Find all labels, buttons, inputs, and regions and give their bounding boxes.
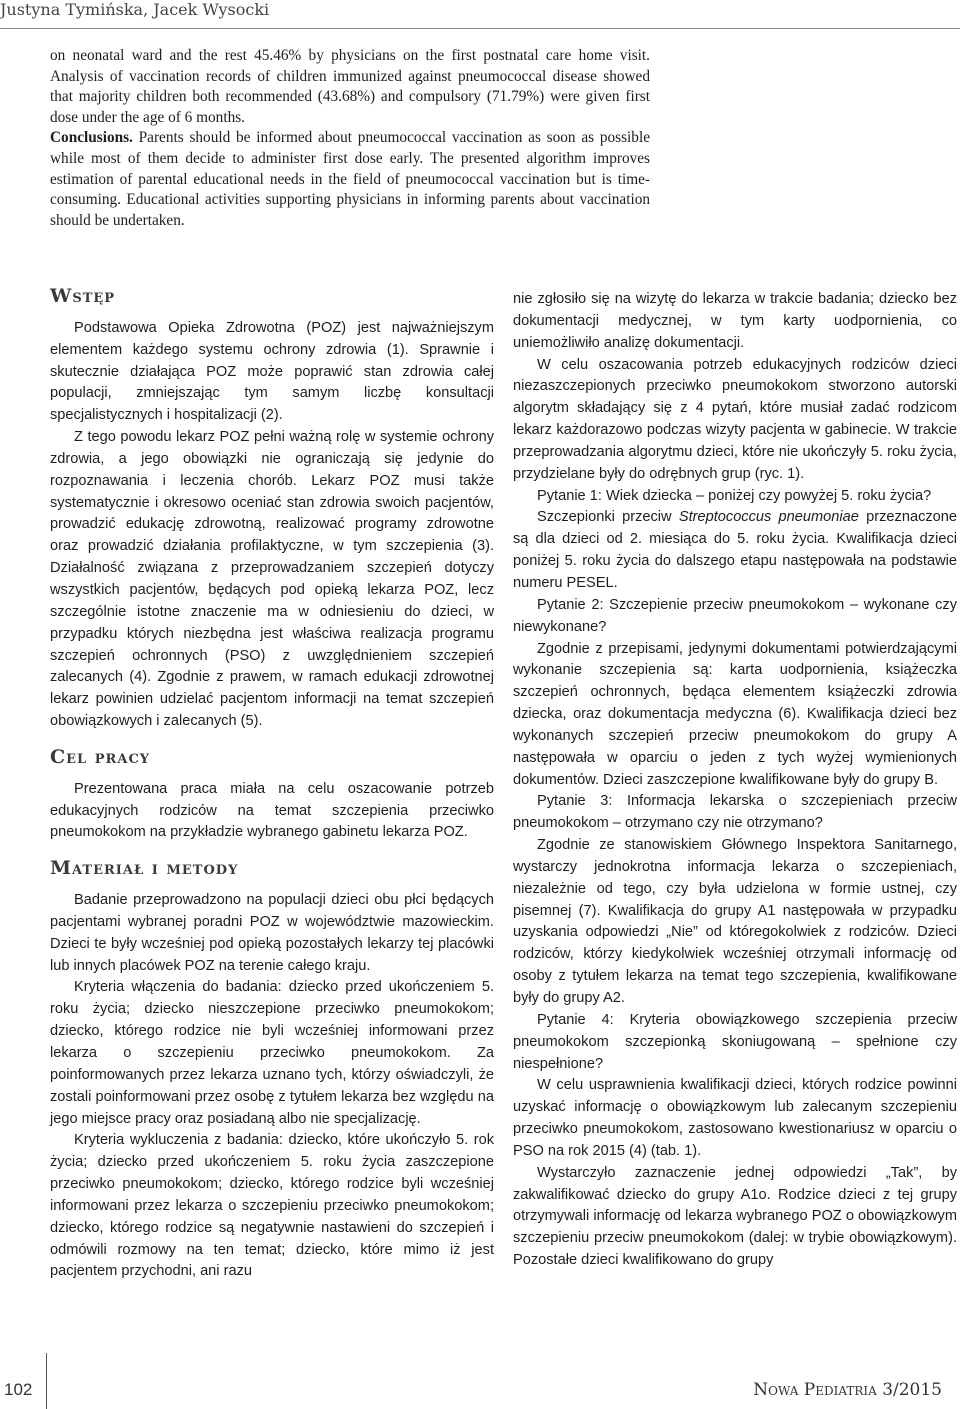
text-span: przeznaczone są dla dzieci od 2. miesiąca do 5. roku życia. Kwalifikacja dzieci poniżej 5. roku życia do dalszego etapu następowała na podstawie numeru PESEL.	[513, 509, 958, 591]
paragraph: Zgodnie ze stanowiskiem Głównego Inspektora Sanitarnego, wystarczy jednokrotna informacja lekarza o szczepieniach, niezależnie od tego, czy była udzielona w formie ustnej, czy pisemnej (7). Kwalifikacja do grupy A1 następowała w przypadku uzyskania odpowiedzi „Nie” od któregokolwiek z rodziców. Dzieci rodziców, którzy kiedykolwiek wcześniej otrzymali informację od osoby z tytułem lekarza na temat tego szczepienia, kwalifikowane były do grupy A2.	[513, 837, 957, 1006]
paragraph: Podstawowa Opieka Zdrowotna (POZ) jest najważniejszym elementem każdego systemu ochrony zdrowia (1). Sprawnie i skutecznie działająca POZ może poprawić stan zdrowia całej populacji, zmniejszając tym samym liczbę konsultacji specjalistycznych i hospitalizacji (2).	[50, 319, 494, 424]
text-span: Szczepionki przeciw	[537, 509, 679, 526]
paragraph	[513, 507, 957, 594]
abstract-paragraph	[50, 46, 650, 231]
journal-name: Nowa Pediatria 3/2015	[753, 1380, 942, 1400]
question-4: Pytanie 4: Kryteria obowiązkowego szczepienia przeciw pneumokokom szczepionką skoniugowaną – spełnione czy niespełnione?	[513, 1011, 957, 1072]
paragraph: Kryteria włączenia do badania: dziecko przed ukończeniem 5. roku życia; dziecko nieszczepione przeciwko pneumokokom; dziecko, którego rodzice nie byli wcześniej informowani przez lekarza o szczepieniu przeciwko pneumokokom. Za poinformowanych przez lekarza uznano tych, którzy oświadczyli, że zostali poinformowani przez osobę z tytułem lekarza bez względu na jego miejsce pracy oraz posiadaną albo nie specjalizację.	[50, 979, 494, 1127]
paragraph: Badanie przeprowadzono na populacji dzieci obu płci będących pacjentami wybranej poradni POZ w województwie mazowieckim. Dzieci te były wcześniej pod opieką pozostałych lekarzy tej placówki lub innych placówek POZ na terenie całego kraju.	[50, 892, 494, 974]
conclusions-text: Parents should be informed about pneumococcal vaccination as soon as possible while most of them decide to administer first dose early. The presented algorithm improves estimation of parental educational needs in the field of pneumococcal vaccination but is time-consuming. Educational activities supporting physicians in informing parents about vaccination should be undertaken.	[50, 129, 650, 229]
paragraph: W celu oszacowania potrzeb edukacyjnych rodziców dzieci niezaszczepionych przeciwko pneumokokom stworzono autorski algorytm składający się z 4 pytań, które musiał zadać rodzicom lekarz każdorazowo podczas wizyty pacjenta w gabinecie. W trakcie przeprowadzania algorytmu dzieci, które nie ukończyły 5. roku życia, przydzielane były do odrębnych grup (ryc. 1).	[513, 356, 957, 482]
section-heading-cel-pracy: Cel pracy	[50, 745, 151, 768]
question-2: Pytanie 2: Szczepienie przeciw pneumokokom – wykonane czy niewykonane?	[513, 596, 957, 635]
page-number: 102	[4, 1380, 33, 1399]
section-heading-material-i-metody: Materiał i metody	[50, 857, 239, 880]
paragraph: Prezentowana praca miała na celu oszacowanie potrzeb edukacyjnych rodziców na temat szczepienia przeciwko pneumokokom na przykładzie wybranego gabinetu lekarza POZ.	[50, 780, 494, 841]
paragraph: W celu usprawnienia kwalifikacji dzieci, których rodzice powinni uzyskać informację o obowiązkowym lub zalecanym szczepieniu przeciwko pneumokokom, zastosowano kwestionariusz w oparciu o PSO na rok 2015 (4) (tab. 1).	[513, 1077, 957, 1159]
right-column	[513, 289, 957, 1272]
abstract-continuation	[50, 46, 650, 231]
running-header-author: Justyna Tymińska, Jacek Wysocki	[0, 0, 270, 19]
footer-divider	[46, 1353, 47, 1409]
conclusions-label: Conclusions.	[50, 129, 133, 147]
species-name: Streptococcus pneumoniae	[678, 509, 859, 526]
abstract-results-text: on neonatal ward and the rest 45.46% by physicians on the first postnatal care home visit. Analysis of vaccination records of children immunized against pneumococcal disease showed that majority children both recommended (43.68%) and compulsory (71.79%) were given first dose under the age of 6 months.	[50, 47, 650, 126]
question-3: Pytanie 3: Informacja lekarska o szczepieniach przeciw pneumokokom – otrzymano czy nie otrzymano?	[513, 793, 957, 832]
paragraph: Zgodnie z przepisami, jedynymi dokumentami potwierdzającymi wykonanie szczepienia są: karta uodpornienia, książeczka szczepień ochronnych, będąca elementem książeczki zdrowia dziecka, oraz dokumentacja medyczna (6). Kwalifikacja dzieci bez wykonanych szczepień przeciw pneumokokom do grupy A następowała w oparciu o jeden z tych wyżej wymienionych dokumentów. Dzieci zaszczepione kwalifikowane były do grupy B.	[513, 640, 957, 788]
paragraph: Z tego powodu lekarz POZ pełni ważną rolę w systemie ochrony zdrowia, a jego obowiązki nie ograniczają się jedynie do rozpoznawania i leczenia chorób. Lekarz POZ musi także systematycznie i okresowo oceniać stan zdrowia swoich pacjentów, prowadzić edukację zdrowotną, realizować programy zdrowotne oraz prowadzić działania profilaktyczne, w tym szczepienia (3). Działalność związana z przeprowadzaniem szczepień dotyczy wszystkich pacjentów, będących pod opieką lekarza POZ, lecz szczególnie istotne znaczenie ma w odniesieniu do dzieci, w przypadku których niezbędna jest właściwa realizacja programu szczepień ochronnych (PSO) z uwzględnieniem szczepień zalecanych (4). Zgodnie z prawem, w ramach edukacji zdrowotnej lekarz powinien udzielać pacjentom informacji na temat szczepień obowiązkowych i zalecanych (5).	[50, 429, 494, 730]
left-column	[50, 286, 494, 1283]
paragraph: Wystarczyło zaznaczenie jednej odpowiedzi „Tak”, by zakwalifikować dziecko do grupy A1o. Rodzice dzieci z tej grupy otrzymywali informację od lekarza wybranego POZ o obowiązkowym szczepieniu przeciw pneumokokom (dalej: w trybie obowiązkowym). Pozostałe dzieci kwalifikowano do grupy	[513, 1164, 957, 1269]
paragraph: nie zgłosiło się na wizytę do lekarza w trakcie badania; dziecko bez dokumentacji medycznej, w tym karty uodpornienia, co uniemożliwiło analizę dokumentacji.	[513, 291, 957, 351]
paragraph: Kryteria wykluczenia z badania: dziecko, które ukończyło 5. rok życia; dziecko przed ukończeniem 5. roku życia zaszczepione przeciwko pneumokokom; dziecko, którego rodzice byli wcześniej informowani przez lekarza o szczepieniu przeciwko pneumokokom; dziecko, którego rodzice są negatywnie nastawieni do szczepień i odmówili rozmowy na ten temat; dziecko, które mimo iż jest pacjentem przychodni, ani razu	[50, 1132, 494, 1280]
question-1: Pytanie 1: Wiek dziecka – poniżej czy powyżej 5. roku życia?	[537, 487, 932, 504]
section-heading-wstep: Wstęp	[50, 285, 116, 307]
header-divider	[0, 28, 960, 29]
